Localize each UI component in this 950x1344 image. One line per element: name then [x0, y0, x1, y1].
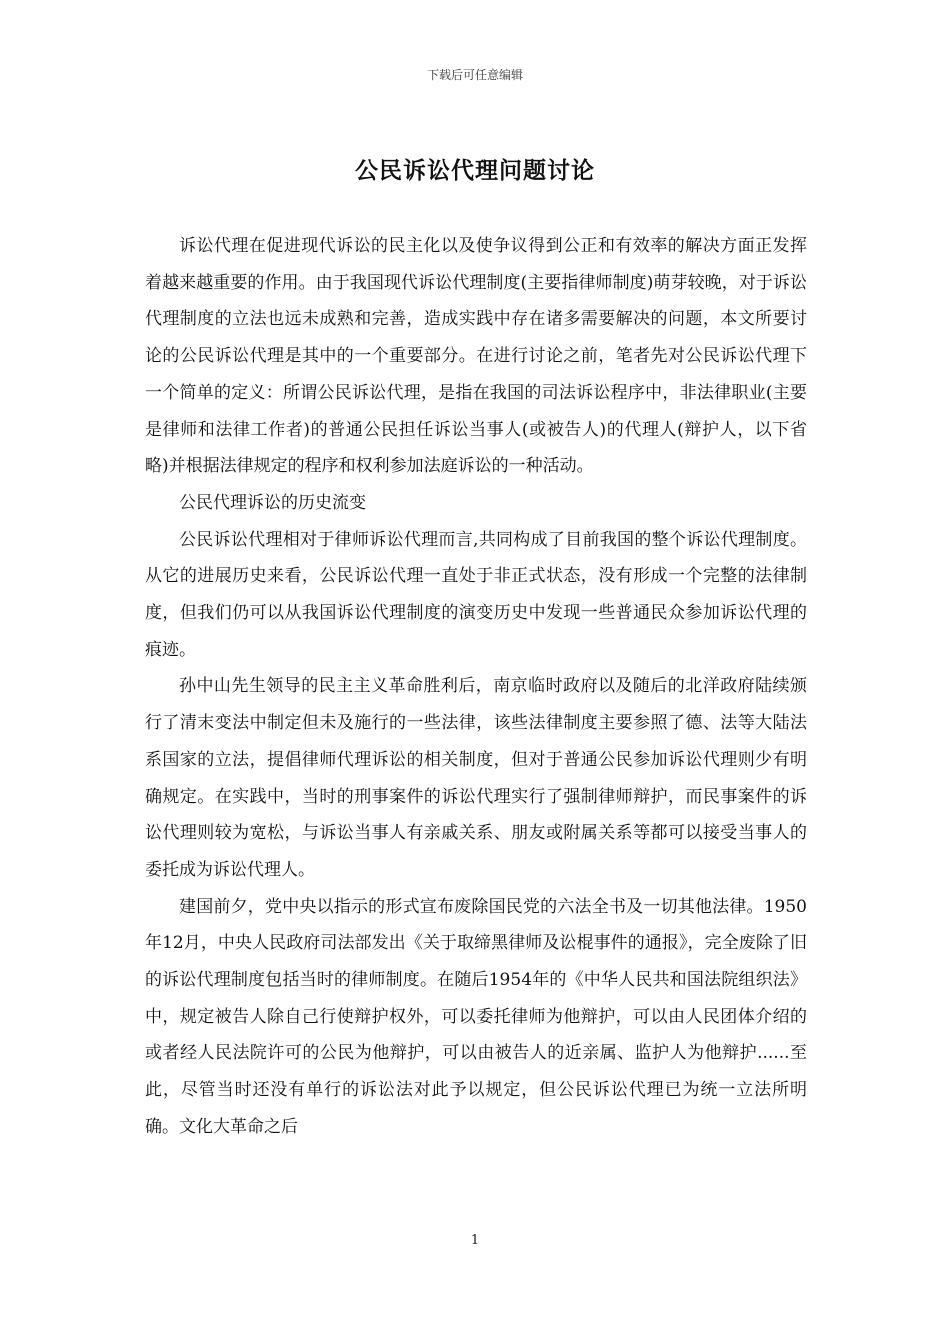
- document-body: [145, 228, 807, 1146]
- header-note: 下载后可任意编辑: [426, 68, 523, 82]
- body-paragraph: 建国前夕，党中央以指示的形式宣布废除国民党的六法全书及一切其他法律。1950年12月，中央人民政府司法部发出《关于取缔黑律师及讼棍事件的通报》，完全废除了旧的诉讼代理制度包括当时的律师制度。在随后1954年的《中华人民共和国法院组织法》中，规定被告人除自己行使辩护权外，可以委托律师为他辩护，可以由人民团体介绍的或者经人民法院许可的公民为他辩护，可以由被告人的近亲属、监护人为他辩护......至此，尽管当时还没有单行的诉讼法对此予以规定，但公民诉讼代理已为统一立法所明确。文化大革命之后: [145, 896, 807, 1137]
- body-paragraph: 诉讼代理在促进现代诉讼的民主化以及使争议得到公正和有效率的解决方面正发挥着越来越重要的作用。由于我国现代诉讼代理制度(主要指律师制度)萌芽较晚，对于诉讼代理制度的立法也远未成熟和完善，造成实践中存在诸多需要解决的问题，本文所要讨论的公民诉讼代理是其中的一个重要部分。在进行讨论之前，笔者先对公民诉讼代理下一个简单的定义：所谓公民诉讼代理，是指在我国的司法诉讼程序中，非法律职业(主要是律师和法律工作者)的普通公民担任诉讼当事人(或被告人)的代理人(辩护人，以下省略)并根据法律规定的程序和权利参加法庭诉讼的一种活动。: [145, 236, 807, 477]
- body-paragraph: 孙中山先生领导的民主主义革命胜利后，南京临时政府以及随后的北洋政府陆续颁行了清末变法中制定但未及施行的一些法律，该些法律制度主要参照了德、法等大陆法系国家的立法，提倡律师代理诉讼的相关制度，但对于普通公民参加诉讼代理则少有明确规定。在实践中，当时的刑事案件的诉讼代理实行了强制律师辩护，而民事案件的诉讼代理则较为宽松，与诉讼当事人有亲戚关系、朋友或附属关系等都可以接受当事人的委托成为诉讼代理人。: [145, 676, 807, 880]
- body-paragraph: 公民诉讼代理相对于律师诉讼代理而言,共同构成了目前我国的整个诉讼代理制度。从它的进展历史来看，公民诉讼代理一直处于非正式状态，没有形成一个完整的法律制度，但我们仍可以从我国诉讼代理制度的演变历史中发现一些普通民众参加诉讼代理的痕迹。: [145, 529, 807, 660]
- page-number: 1: [470, 1233, 480, 1248]
- document-title: 公民诉讼代理问题讨论: [355, 157, 595, 184]
- section-heading: 公民代理诉讼的历史流变: [179, 492, 366, 513]
